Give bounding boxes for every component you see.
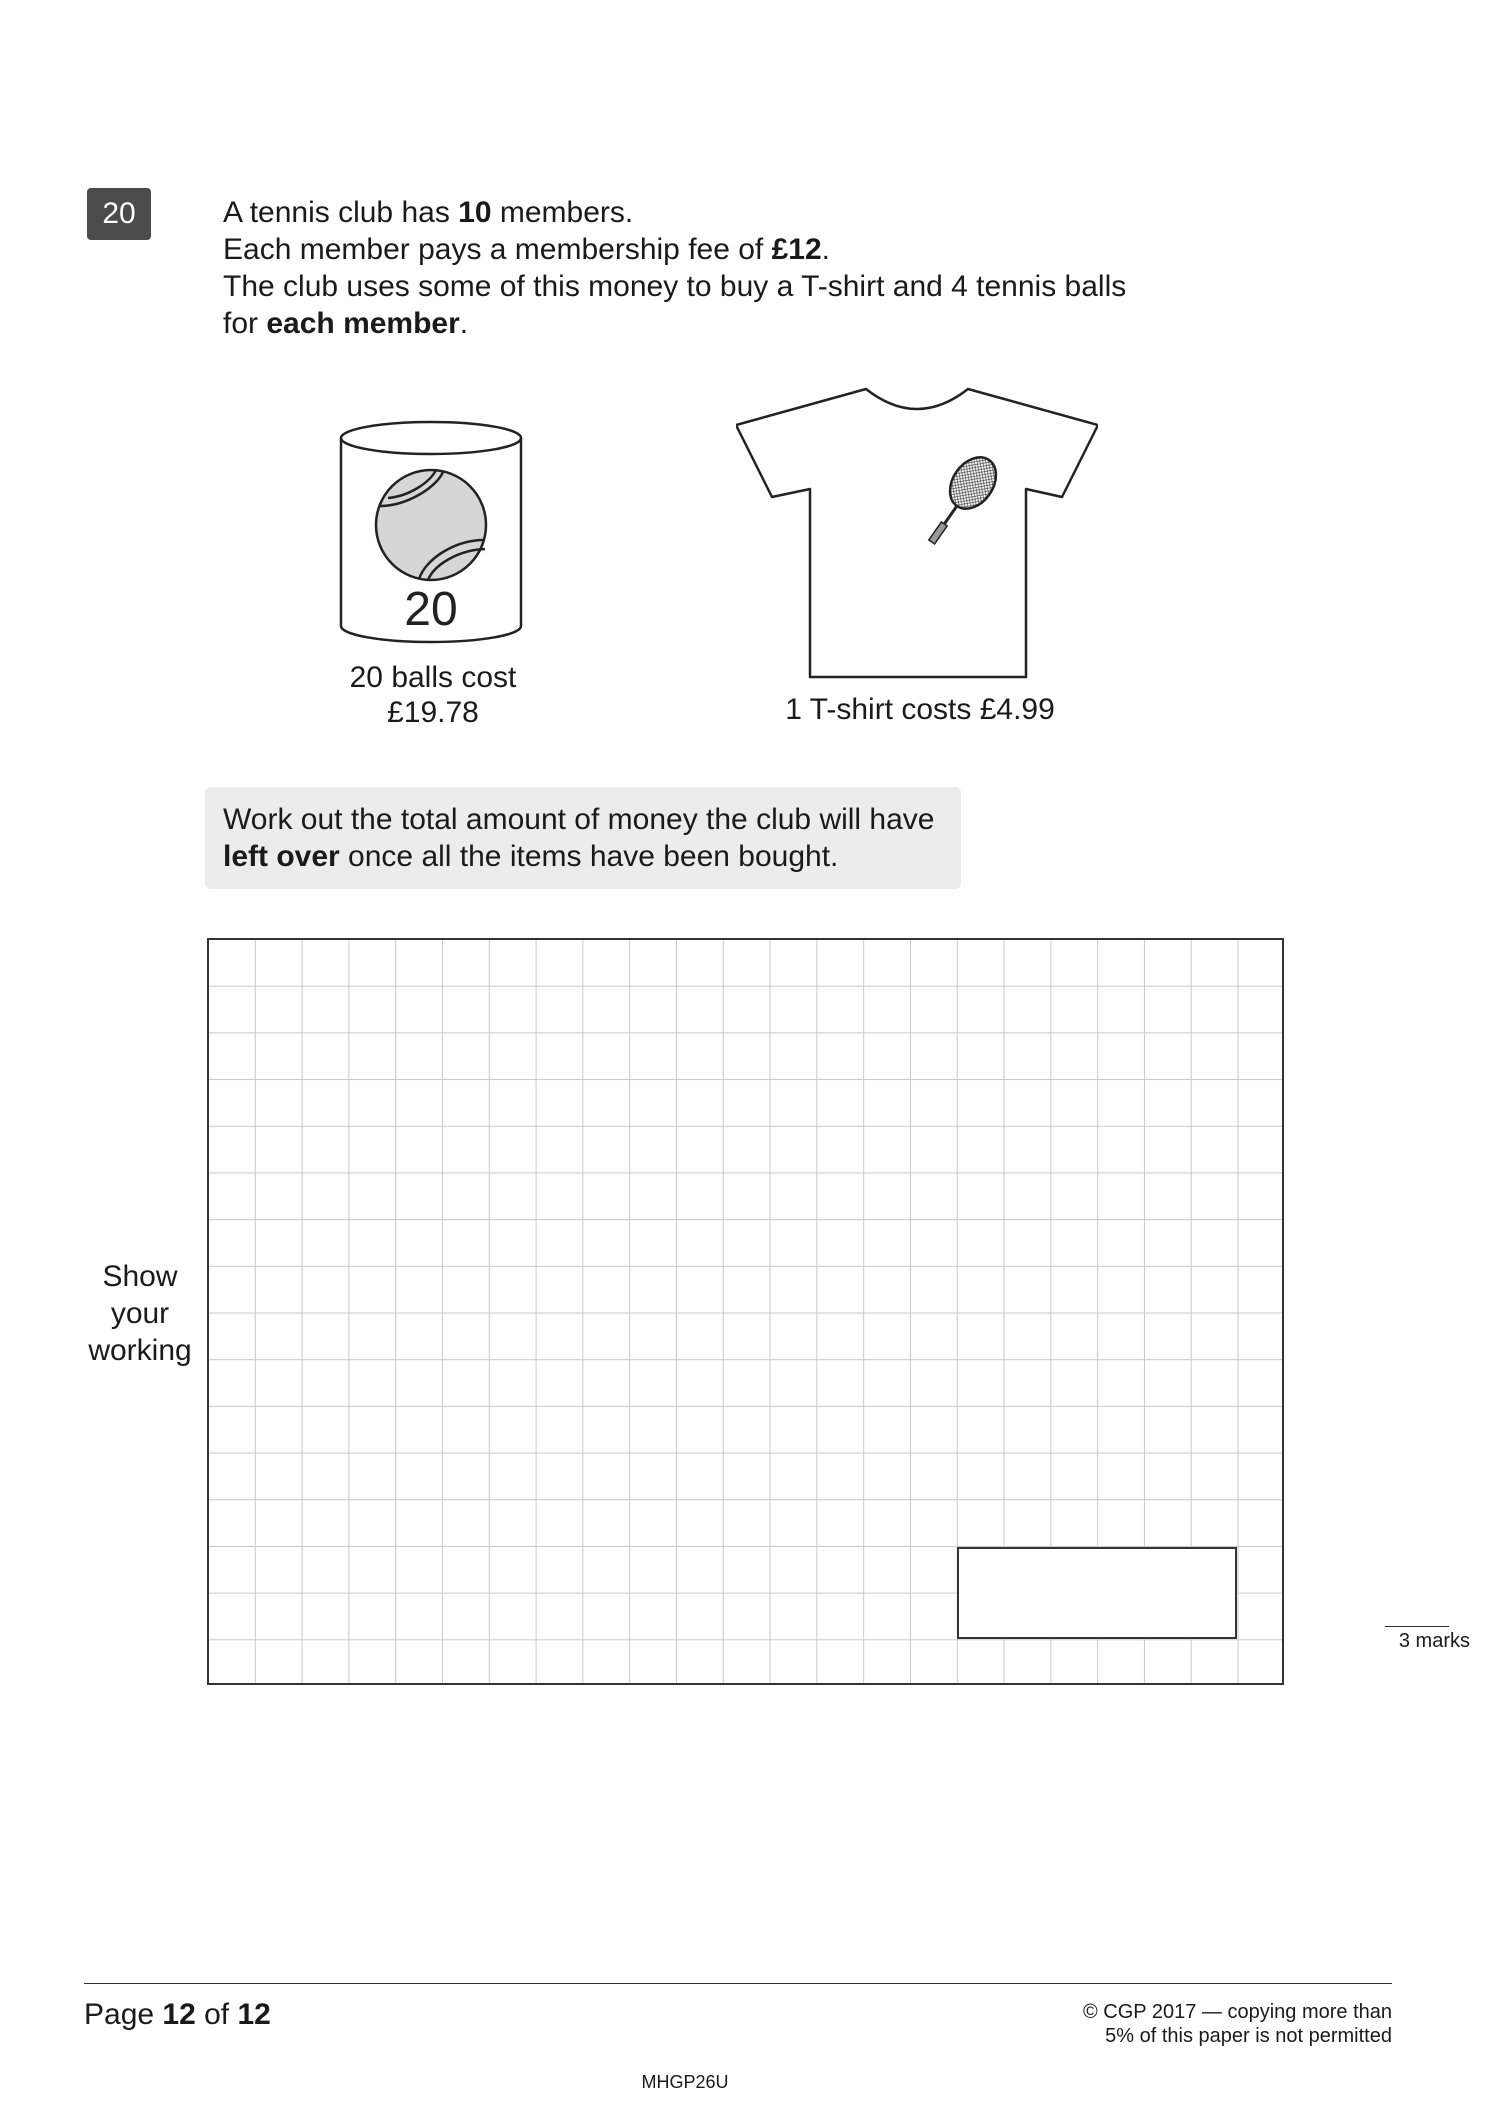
footer-rule bbox=[84, 1983, 1392, 1984]
marks-line bbox=[1385, 1626, 1449, 1627]
paper-code: MHGP26U bbox=[641, 2072, 729, 2092]
marks-label: 3 marks bbox=[1398, 1630, 1470, 1652]
show-working-label: Show your working bbox=[88, 1260, 192, 1367]
intro-line-1: A tennis club has 10 members. bbox=[223, 196, 634, 229]
intro-line-3: The club uses some of this money to buy a T-shirt and 4 tennis balls bbox=[223, 270, 1127, 303]
task-box bbox=[205, 787, 961, 889]
copyright-notice: © CGP 2017 — copying more than 5% of this paper is not permitted bbox=[1083, 2001, 1392, 2047]
answer-box[interactable] bbox=[957, 1547, 1237, 1639]
task-text: Work out the total amount of money the club will have left over once all the items have been bought. bbox=[223, 803, 935, 873]
tennis-ball-can-icon bbox=[338, 420, 524, 646]
page-number: Page 12 of 12 bbox=[84, 1998, 271, 2031]
can-label: 20 bbox=[404, 583, 458, 636]
tshirt-price-caption: 1 T-shirt costs £4.99 bbox=[785, 693, 1055, 726]
intro-line-2: Each member pays a membership fee of £12. bbox=[223, 233, 830, 266]
question-number: 20 bbox=[87, 188, 151, 240]
balls-price-caption: 20 balls cost £19.78 bbox=[349, 661, 517, 729]
question-intro bbox=[223, 194, 1126, 342]
intro-line-4: for each member. bbox=[223, 307, 469, 340]
tshirt-icon bbox=[736, 383, 1098, 683]
